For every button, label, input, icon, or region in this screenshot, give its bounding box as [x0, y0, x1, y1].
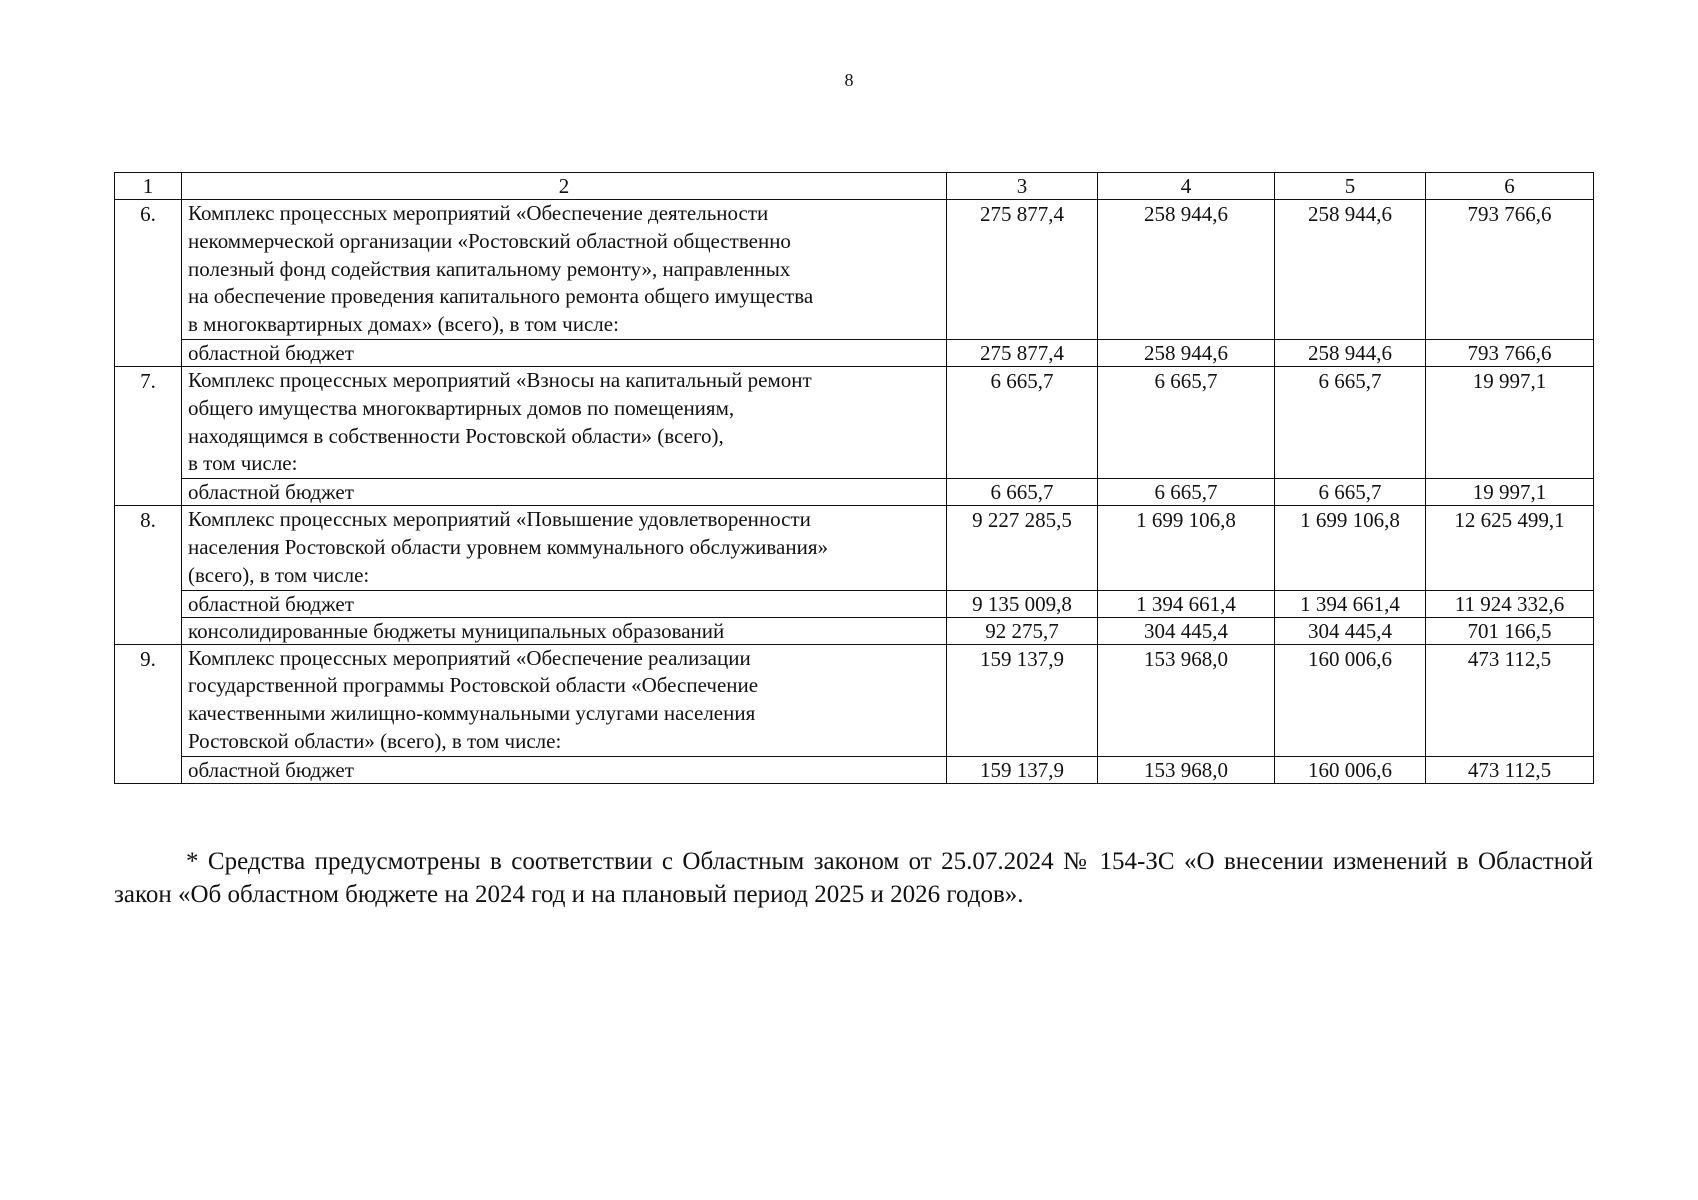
- value-cell: 1 394 661,4: [1098, 590, 1275, 617]
- row-name-line: (всего), в том числе:: [188, 562, 370, 587]
- row-number: 9.: [115, 644, 182, 783]
- header-cell-5: 5: [1275, 173, 1426, 200]
- value-cell: 6 665,7: [947, 479, 1098, 506]
- row-name-line: в многоквартирных домах» (всего), в том числе:: [188, 312, 619, 337]
- value-cell: 304 445,4: [1098, 617, 1275, 644]
- value-cell: 473 112,5: [1426, 756, 1594, 783]
- value-cell: 160 006,6: [1275, 756, 1426, 783]
- table-subrow: [115, 590, 1594, 617]
- header-cell-3: 3: [947, 173, 1098, 200]
- value-cell: 701 166,5: [1426, 617, 1594, 644]
- value-cell: 1 699 106,8: [1098, 506, 1275, 590]
- page-number: 8: [844, 70, 854, 90]
- row-name-line: на обеспечение проведения капитального ремонта общего имущества: [188, 284, 814, 309]
- value-cell: 6 665,7: [1275, 479, 1426, 506]
- row-name: [182, 644, 947, 756]
- value-cell: 12 625 499,1: [1426, 506, 1594, 590]
- value-cell: 11 924 332,6: [1426, 590, 1594, 617]
- value-cell: 153 968,0: [1098, 756, 1275, 783]
- footnote: * Средства предусмотрены в соответствии с Областным законом от 25.07.2024 № 154-ЗС «О внесении изменений в Областной закон «Об областном бюджете на 2024 год и на плановый период 2025 и 2026 годов».: [114, 848, 1593, 908]
- table-row: [115, 506, 1594, 590]
- value-cell: 793 766,6: [1426, 200, 1594, 340]
- row-name: [182, 366, 947, 478]
- value-cell: 473 112,5: [1426, 644, 1594, 756]
- row-name-line: общего имущества многоквартирных домов по помещениям,: [188, 395, 735, 420]
- row-name-line: качественными жилищно-коммунальными услугами населения: [188, 701, 756, 726]
- value-cell: 6 665,7: [1098, 479, 1275, 506]
- value-cell: 304 445,4: [1275, 617, 1426, 644]
- table-subrow: [115, 339, 1594, 366]
- value-cell: 9 227 285,5: [947, 506, 1098, 590]
- value-cell: 258 944,6: [1098, 200, 1275, 340]
- row-name-line: находящимся в собственности Ростовской области» (всего),: [188, 423, 724, 448]
- table-header-row: [115, 173, 1594, 200]
- row-name: [182, 200, 947, 340]
- header-cell-2: 2: [182, 173, 947, 200]
- subrow-name: консолидированные бюджеты муниципальных образований: [182, 617, 947, 644]
- row-number: 7.: [115, 366, 182, 505]
- row-name: [182, 506, 947, 590]
- header-cell-6: 6: [1426, 173, 1594, 200]
- row-name-line: государственной программы Ростовской области «Обеспечение: [188, 673, 759, 698]
- table-subrow: [115, 756, 1594, 783]
- value-cell: 9 135 009,8: [947, 590, 1098, 617]
- row-name-line: некоммерческой организации «Ростовский областной общественно: [188, 228, 791, 253]
- value-cell: 159 137,9: [947, 756, 1098, 783]
- subrow-name: областной бюджет: [182, 756, 947, 783]
- row-number: 6.: [115, 200, 182, 367]
- value-cell: 275 877,4: [947, 200, 1098, 340]
- header-cell-1: 1: [115, 173, 182, 200]
- subrow-name: областной бюджет: [182, 339, 947, 366]
- header-cell-4: 4: [1098, 173, 1275, 200]
- value-cell: 92 275,7: [947, 617, 1098, 644]
- table-subrow: [115, 479, 1594, 506]
- value-cell: 258 944,6: [1275, 200, 1426, 340]
- row-name-line: Ростовской области» (всего), в том числе:: [188, 728, 562, 753]
- table-row: [115, 644, 1594, 756]
- value-cell: 258 944,6: [1098, 339, 1275, 366]
- value-cell: 6 665,7: [947, 366, 1098, 478]
- value-cell: 793 766,6: [1426, 339, 1594, 366]
- value-cell: 1 394 661,4: [1275, 590, 1426, 617]
- value-cell: 1 699 106,8: [1275, 506, 1426, 590]
- row-name-line: Комплекс процессных мероприятий «Обеспечение реализации: [188, 645, 751, 670]
- row-name-line: полезный фонд содействия капитальному ремонту», направленных: [188, 256, 791, 281]
- row-number: 8.: [115, 506, 182, 644]
- budget-table: [114, 172, 1594, 784]
- row-name-line: Комплекс процессных мероприятий «Взносы на капитальный ремонт: [188, 367, 812, 392]
- value-cell: 258 944,6: [1275, 339, 1426, 366]
- table-row: [115, 366, 1594, 478]
- table-subrow: [115, 617, 1594, 644]
- row-name-line: в том числе:: [188, 451, 298, 476]
- subrow-name: областной бюджет: [182, 479, 947, 506]
- row-name-line: Комплекс процессных мероприятий «Обеспечение деятельности: [188, 201, 769, 225]
- value-cell: 153 968,0: [1098, 644, 1275, 756]
- value-cell: 6 665,7: [1275, 366, 1426, 478]
- row-name-line: Комплекс процессных мероприятий «Повышение удовлетворенности: [188, 507, 811, 532]
- subrow-name: областной бюджет: [182, 590, 947, 617]
- value-cell: 19 997,1: [1426, 366, 1594, 478]
- value-cell: 19 997,1: [1426, 479, 1594, 506]
- value-cell: 159 137,9: [947, 644, 1098, 756]
- row-name-line: населения Ростовской области уровнем коммунального обслуживания»: [188, 534, 828, 559]
- value-cell: 160 006,6: [1275, 644, 1426, 756]
- value-cell: 275 877,4: [947, 339, 1098, 366]
- table-row: [115, 200, 1594, 340]
- value-cell: 6 665,7: [1098, 366, 1275, 478]
